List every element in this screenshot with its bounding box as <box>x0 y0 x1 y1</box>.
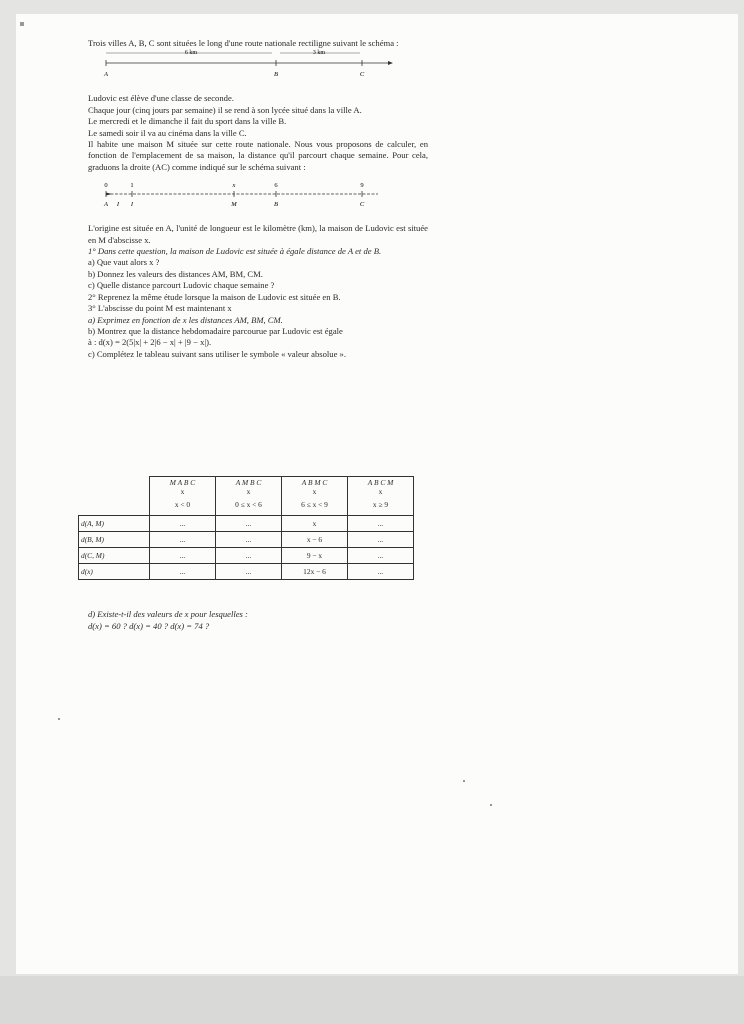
q2: 2° Reprenez la même étude lorsque la maison de Ludovic est située en B. <box>88 291 341 302</box>
header-x: x <box>180 487 185 496</box>
table-corner <box>79 477 150 516</box>
q1-c: c) Quelle distance parcourt Ludovic chaque semaine ? <box>88 280 275 291</box>
table-cell: x <box>282 516 348 532</box>
table-cell: ... <box>348 516 414 532</box>
grad-6: 6 <box>274 182 278 190</box>
grad-b-label: B <box>274 201 278 209</box>
scan-mark <box>20 22 24 26</box>
distance-bc-label: 3 km <box>312 50 326 57</box>
table-cell: ... <box>216 548 282 564</box>
header-order: A M B C <box>235 478 262 487</box>
cases-table <box>78 476 414 580</box>
grad-1: 1 <box>130 182 134 190</box>
point-a-label: A <box>104 71 108 79</box>
q3-a: a) Exprimez en fonction de x les distances AM, BM, CM. <box>88 314 283 325</box>
grad-0: 0 <box>104 182 108 190</box>
q3-c: c) Complétez le tableau suivant sans utiliser le symbole « valeur absolue ». <box>88 348 346 359</box>
distance-ab-label: 6 km <box>184 50 198 57</box>
table-cell: ... <box>216 532 282 548</box>
point-c-label: C <box>359 71 365 79</box>
table-row <box>79 532 414 548</box>
table-cell: ... <box>348 564 414 580</box>
point-b-label: B <box>274 71 278 79</box>
table-row <box>79 516 414 532</box>
grad-x: x <box>232 182 236 190</box>
q3-b1: b) Montrez que la distance hebdomadaire parcourue par Ludovic est égale <box>88 325 343 336</box>
grad-a-label: A <box>104 201 108 209</box>
q1-b: b) Donnez les valeurs des distances AM, BM, CM. <box>88 268 263 279</box>
table-cell: 9 − x <box>282 548 348 564</box>
table-cell: 12x − 6 <box>282 564 348 580</box>
scan-speck <box>58 718 60 720</box>
exercise-body <box>88 38 428 360</box>
header-case-2 <box>216 477 282 516</box>
para-line-5: Il habite une maison M située sur cette route nationale. Nous vous proposons de calculer, en fonction de l'emplacement de sa maison, la distance qu'il parcourt chaque semaine. Pour cela, graduons la droite (AC) comme indiqué sur le schéma suivant : <box>88 139 428 172</box>
header-order: A B C M <box>367 478 394 487</box>
scan-speck <box>463 780 465 782</box>
table-cell: ... <box>348 532 414 548</box>
para-line-3: Le mercredi et le dimanche il fait du sport dans la ville B. <box>88 116 287 127</box>
table-cell: ... <box>216 564 282 580</box>
table-cell: ... <box>216 516 282 532</box>
header-case-3 <box>282 477 348 516</box>
table-cell: ... <box>150 548 216 564</box>
header-x: x <box>378 487 383 496</box>
header-cond: x < 0 <box>174 500 191 509</box>
table-cell: x − 6 <box>282 532 348 548</box>
header-case-1 <box>150 477 216 516</box>
table-cell: ... <box>150 564 216 580</box>
grad-m-label: M <box>231 201 237 209</box>
row-label: d(A, M) <box>79 516 150 532</box>
table-header-row <box>79 477 414 516</box>
q3-title: 3° L'abscisse du point M est maintenant x <box>88 303 232 314</box>
header-cond: 6 ≤ x < 9 <box>301 500 328 509</box>
para-line-1: Ludovic est élève d'une classe de seconde. <box>88 93 234 104</box>
row-label: d(B, M) <box>79 532 150 548</box>
q1-title: 1° Dans cette question, la maison de Ludovic est située à égale distance de A et de B. <box>88 246 382 257</box>
header-order: M A B C <box>169 478 196 487</box>
grad-i-label: I <box>116 201 120 209</box>
qd-title: d) Existe-t-il des valeurs de x pour lesquelles : <box>88 609 248 619</box>
para-line-2: Chaque jour (cinq jours par semaine) il se rend à son lycée situé dans la ville A. <box>88 104 362 115</box>
table-cell: ... <box>348 548 414 564</box>
road-diagram <box>88 49 428 83</box>
header-x: x <box>312 487 317 496</box>
qd-values: d(x) = 60 ? d(x) = 40 ? d(x) = 74 ? <box>88 621 210 631</box>
table-row <box>79 564 414 580</box>
row-label: d(C, M) <box>79 548 150 564</box>
table-cell: ... <box>150 532 216 548</box>
origin-text: L'origine est située en A, l'unité de longueur est le kilomètre (km), la maison de Ludovic est située en M d'abscisse x. <box>88 223 428 245</box>
grad-i2-label: I <box>130 201 134 209</box>
scan-speck <box>490 804 492 806</box>
header-case-4 <box>348 477 414 516</box>
header-cond: 0 ≤ x < 6 <box>235 500 262 509</box>
q1-a: a) Que vaut alors x ? <box>88 257 160 268</box>
scanner-bed <box>0 976 744 1024</box>
row-label: d(x) <box>79 564 150 580</box>
table-row <box>79 548 414 564</box>
header-x: x <box>246 487 251 496</box>
question-d <box>88 608 428 632</box>
header-cond: x ≥ 9 <box>372 500 389 509</box>
header-order: A B M C <box>301 478 328 487</box>
table-cell: ... <box>150 516 216 532</box>
para-line-4: Le samedi soir il va au cinéma dans la ville C. <box>88 127 247 138</box>
intro-text: Trois villes A, B, C sont situées le long d'une route nationale rectiligne suivant le schéma : <box>88 38 399 48</box>
q3-b2: à : d(x) = 2(5|x| + 2|6 − x| + |9 − x|). <box>88 337 212 348</box>
grad-c-label: C <box>359 201 365 209</box>
graduated-line-diagram <box>88 179 428 215</box>
grad-9: 9 <box>360 182 364 190</box>
